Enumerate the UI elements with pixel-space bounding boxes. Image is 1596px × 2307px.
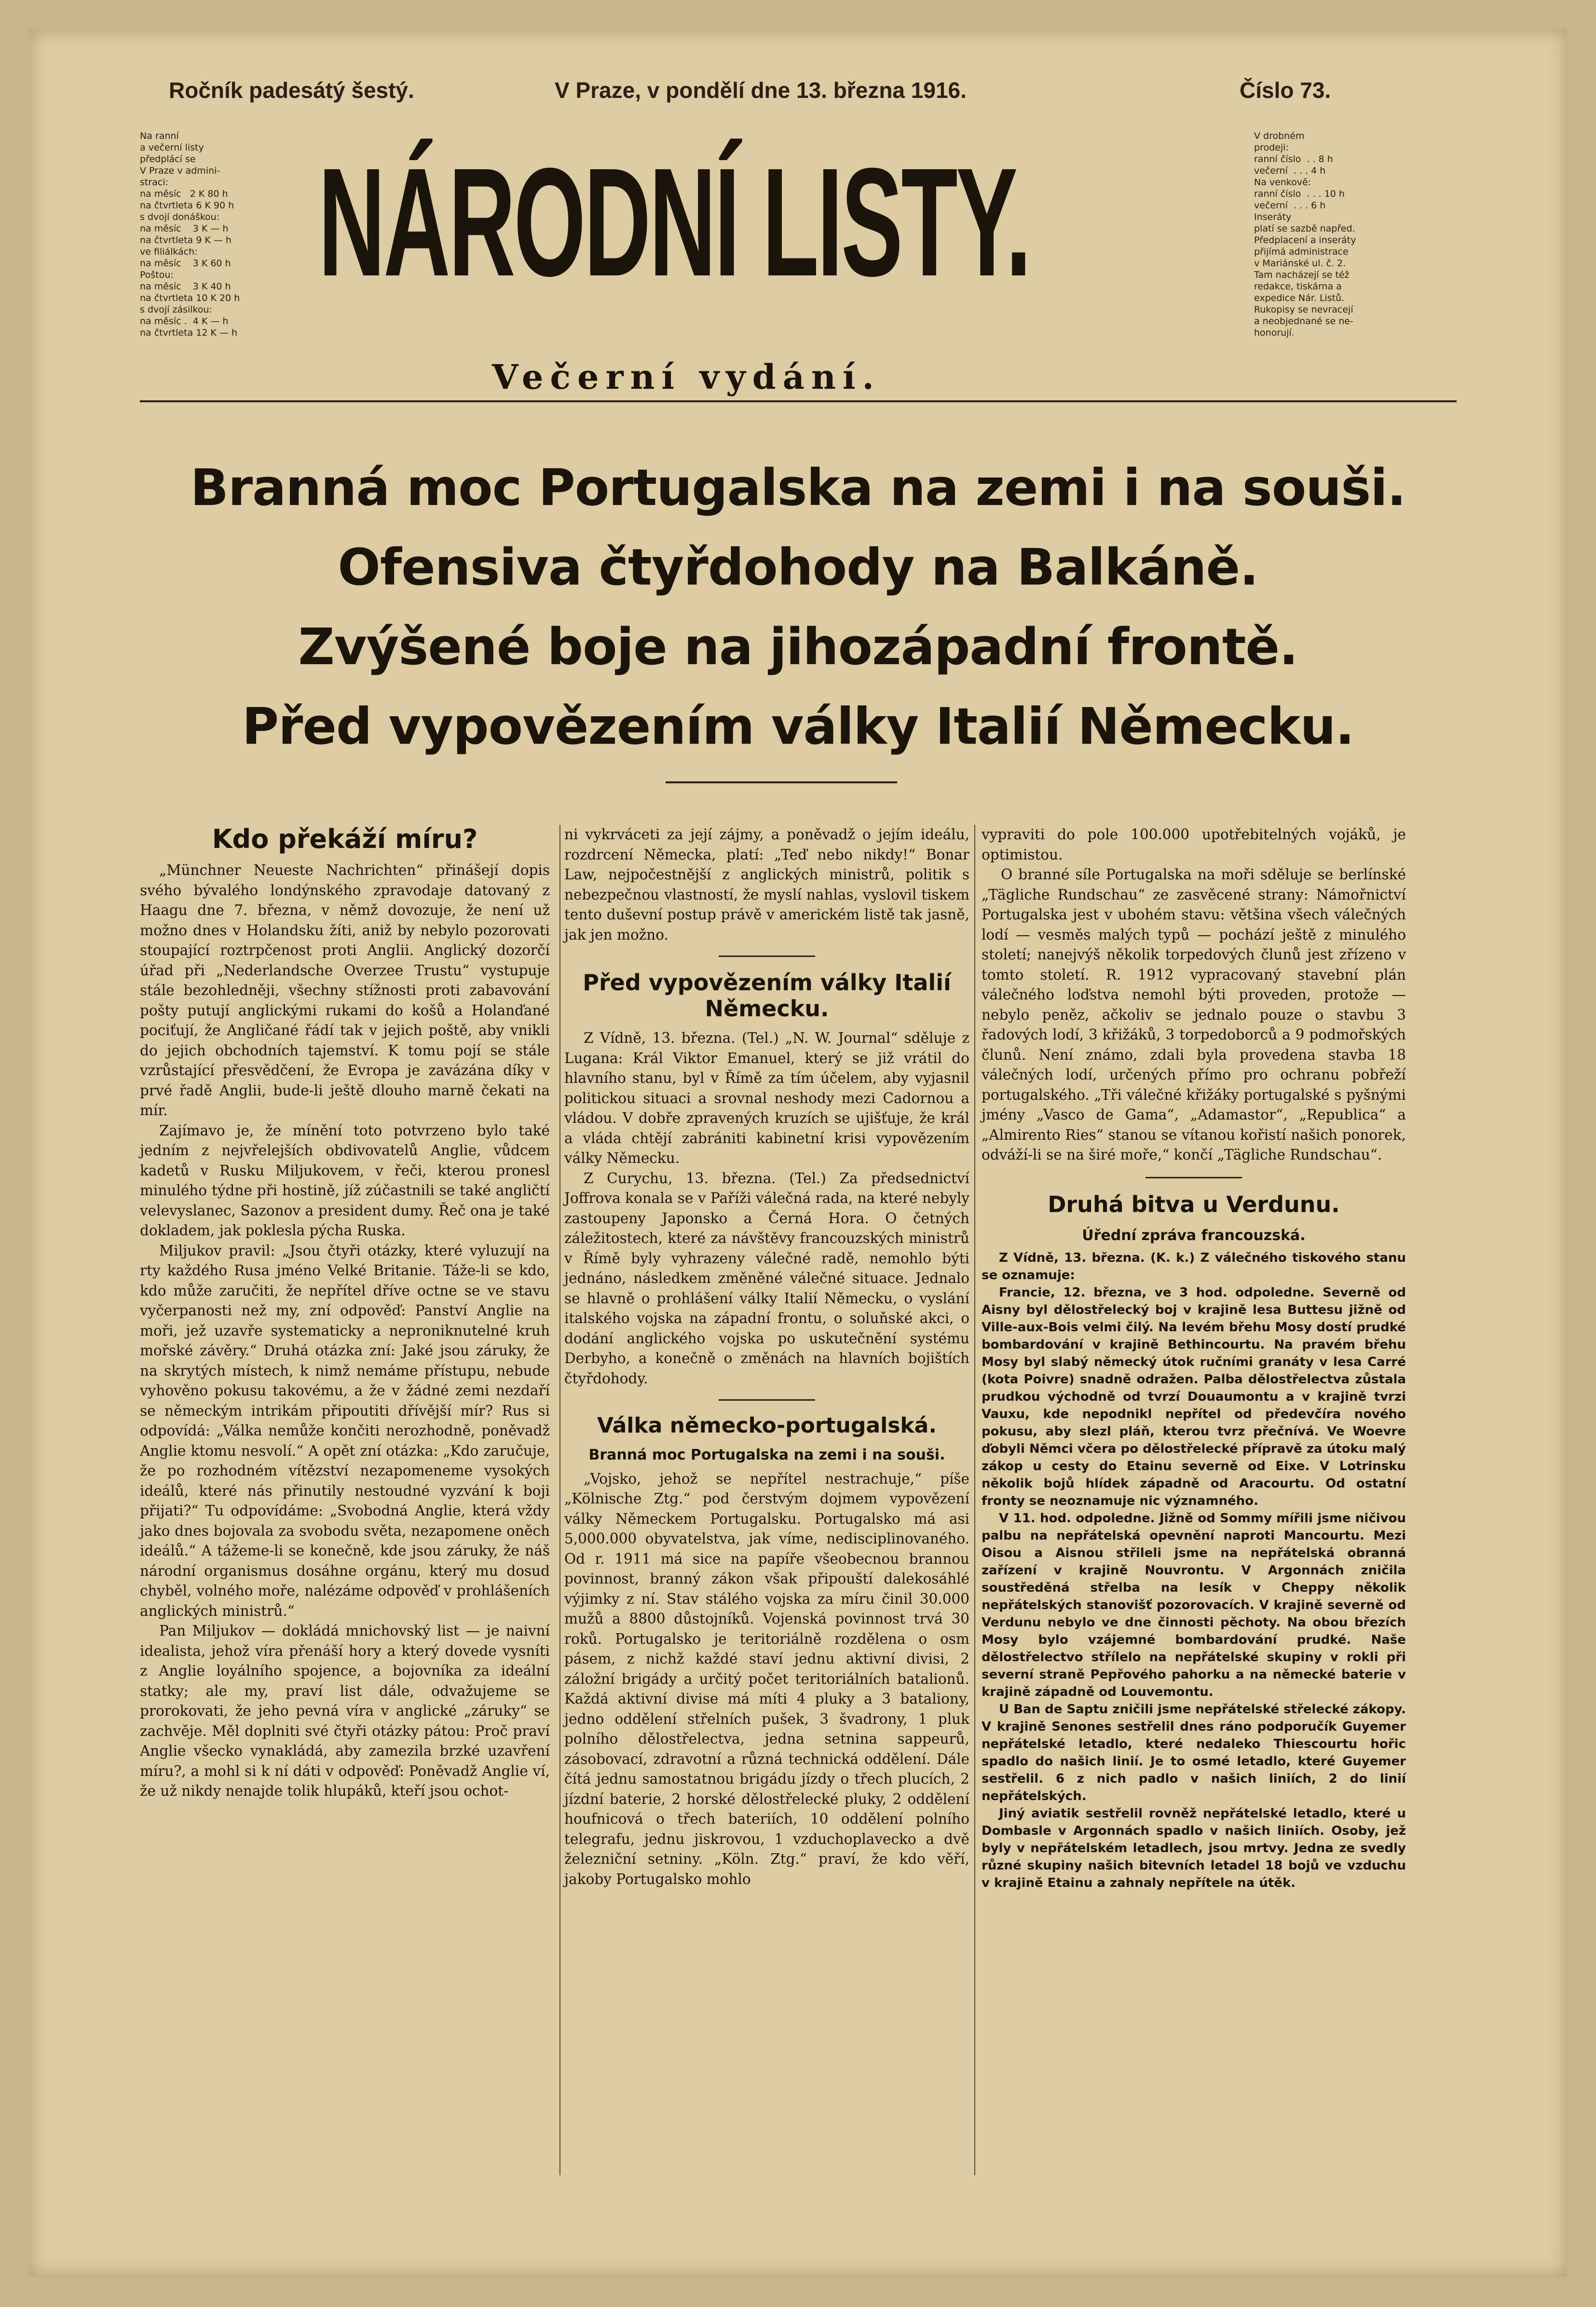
volume-label: Ročník padesátý šestý. <box>169 78 414 103</box>
article-title: Před vypovězením války Italií Německu. <box>583 969 951 1022</box>
section-divider <box>719 1399 815 1401</box>
paragraph: Jiný aviatik sestřelil rovněž nepřátelské letadlo, které u Dombasle v Argonnách spadlo v našich liniích. Osoby, jež byly v nepřátelském letadlech, jsou mrtvy. Jedna ze svedly různé skupiny našich bitevních letadel 18 bojů ve vzduchu v krajině Etainu a zahnaly nepřítele na útěk. <box>982 1806 1406 1890</box>
edition-label: Večerní vydání. <box>492 357 881 397</box>
article-column-1 <box>140 825 550 1802</box>
section-divider <box>719 956 815 957</box>
paragraph: Miljukov pravil: „Jsou čtyři otázky, které vyluzují na rty každého Rusa jméno Velké Britanie. Táže-li se kdo, kdo může zaručiti, že nepřítel dříve octne se ve stavu vyčerpanosti než my, zní odpověď: Panství Anglie na moři, jež uzavře systematicky a neproniknutelné kruh mořské závěry.“ Druhá otázka zní: Jaké jsou záruky, že na skrytých místech, k nimž nemáme přístupu, nebude vyhověno pokusu takovému, a že v žádné zemi nezdaří se německým intrikám připoutiti dřívější mír? Rus si odpovídá: „Válka nemůže končiti nerozhodně, poněvadž Anglie ktomu nesvolí.“ A opět zní otázka: „Kdo zaručuje, že po rozhodném vítězství nezapomeneme vysokých ideálů, které nás přinutily nestoudné vyzvání k boji přijati?“ Tu odpovídáme: „Svobodná Anglie, která vždy jako dnes bojovala za svobodu světa, nezapomene oněch ideálů.“ A tážeme-li se konečně, kde jsou záruky, že náš národní organismus dosáhne orgánu, který mu dosud chyběl, volného moře, nalézáme odpověď v prohlášeních anglických ministrů.“ <box>140 1242 550 1619</box>
paragraph: „Vojsko, jehož se nepřítel nestrachuje,“ píše „Kölnische Ztg.“ pod čerstvým dojmem vypovězení války Německem Portugalsku. Portugalsko má asi 5,000.000 obyvatelstva, jak víme, nedisciplinovaného. Od r. 1911 má sice na papíře všeobecnou brannou povinnost, branný zákon však připouští dalekosáhlé výjimky z ní. Stav stálého vojska za míru činil 30.000 mužů a 8800 důstojníků. Vojenská povinnost trvá 30 roků. Portugalsko je teritoriálně rozdělena o osm pásem, z nichž každé staví jednu aktivní divisi, 2 záložní brigády a určitý počet teritoriálních batalionů. Každá aktivní divise má míti 4 pluky a 3 bataliony, jedno oddělení střelních pušek, 3 švadrony, 1 pluk polního dělostřelectva, jedna setnina sappeurů, zásobovací, zdravotní a různá technická oddělení. Dále čítá jednu samostatnou brigádu jízdy o třech plucích, 2 jízdní baterie, 2 horské dělostřelecké pluky, 2 oddělení houfnicová o třech bateriích, 10 oddělení polního telegrafu, jednu jiskrovou, 1 vzduchoplavecko a dvě železniční setniny. „Köln. Ztg.“ praví, že kdo věří, jakoby Portugalsko mohlo <box>564 1470 969 1887</box>
paragraph: Zajímavo je, že mínění toto potvrzeno bylo také jedním z nejvřelejších obdivovatelů Anglie, vůdcem kadetů v Rusku Miljukovem, v řeči, kterou pronesl minulého týdne při hostině, jíž zúčastnili se také angličtí velevyslanec, Sazonov a president dumy. Řeč ona je také dokladem, jak poklesla pýcha Ruska. <box>140 1122 550 1239</box>
masthead-divider <box>140 400 1457 402</box>
paragraph: Pan Miljukov — dokládá mnichovský list — je naivní idealista, jehož víra přenáší hory a který dovede vysníti z Anglie loyálního spojence, a bojovníka za ideální statky; ale my, praví list dále, odvažujeme se prorokovati, že jeho pevná víra v anglické „záruky“ se zachvěje. Měl doplniti své čtyři otázky pátou: Proč praví Anglie všecko vynakládá, aby zamezila brzké uzavření míru?, a mohl si k ní dáti v odpověď: Poněvadž Anglie ví, že už nikdy nenajde tolik hlupáků, kteří jsou ochot- <box>140 1623 550 1799</box>
article-column-3 <box>982 825 1406 1892</box>
article-title: Válka německo-portugalská. <box>597 1413 937 1438</box>
paragraph: ni vykrváceti za její zájmy, a poněvadž o jejím ideálu, rozdrcení Německa, platí: „Teď nebo nikdy!“ Bonar Law, nejpočestnější z anglických ministrů, politik s nebezpečnou vlastností, že myslí nahlas, vyslovil tiskem tento duševní postup právě v americkém listě tak jasně, jak jen možno. <box>564 826 969 943</box>
column-divider <box>974 825 975 2175</box>
headline-2: Ofensiva čtyřdohody na Balkáně. <box>338 538 1258 597</box>
issue-number: Číslo 73. <box>1240 78 1331 103</box>
headline-divider <box>666 781 897 783</box>
headline-4: Před vypovězením války Italií Německu. <box>242 697 1354 756</box>
section-divider <box>1146 1177 1242 1178</box>
paragraph: vypraviti do pole 100.000 upotřebitelných vojáků, je optimistou. <box>982 826 1406 863</box>
article-subtitle: Branná moc Portugalska na zemi i na souši. <box>588 1447 945 1463</box>
paragraph: „Münchner Neueste Nachrichten“ přinášejí dopis svého bývalého londýnského zpravodaje datovaný z Haagu dne 7. března, v němž dovozuje, že není už možno dnes v Holandsku žíti, aniž by nebylo pozorovati stoupající roztrpčenost proti Anglii. Anglický dozorčí úřad při „Nederlandsche Overzee Trustu“ vystupuje stále bezohledněji, všechny stížnosti proti zabavování pošty putují anglickými rukami do košů a Holanďané pociťují, že Angličané řádí tak v jejich poště, aby vnikli do jejich obchodních tajemství. K tomu pojí se stále vzrůstající přesvědčení, že Evropa je zavázána díky v prvé řadě Anglii, bude-li ještě dlouho marně čekati na mír. <box>140 862 550 1119</box>
paragraph: Z Vídně, 13. března. (Tel.) „N. W. Journal“ sděluje z Lugana: Král Viktor Emanuel, který se již vrátil do hlavního stanu, byl v Římě za tím účelem, aby vyjasnil politickou situaci a srovnal neshody mezi Cadornou a vládou. V dobře zpravených kruzích se ujišťuje, že král a vláda chtějí zabrániti kabinetní krisi vypovězením války Německu. <box>564 1030 969 1166</box>
column-divider <box>559 825 560 2175</box>
paragraph: U Ban de Saptu zničili jsme nepřátelské střelecké zákopy. V krajině Senones sestřelil dnes ráno podporučík Guyemer nepřátelské letadlo, které nedaleko Thiescourtu hořic spadlo do našich linií. Je to osmé letadlo, které Guyemer sestřelil. 6 z nich padlo v našich liniích, 2 do linií nepřátelských. <box>982 1702 1406 1803</box>
paragraph: V 11. hod. odpoledne. Jižně od Sommy mířili jsme ničivou palbu na nepřátelská opevnění naproti Mancourtu. Mezi Oisou a Aisnou střileli jsme na nepřátelská obranná zařízení v krajině Nouvrontu. V Argonnách zničila soustředěná střelba na lesík v Cheppy několik nepřátelských stanovišť pozorovacích. V krajině severně od Verdunu nebylo ve dne činnosti pěchoty. Na obou březích Mosy bylo vzájemné bombardování prudké. Naše dělostřelectvo střílelo na nepřátelské skupiny v rokli při severní straně Pepřového pahorku a na německé baterie v krajině západně od Louvemontu. <box>982 1511 1406 1699</box>
subscription-info: Na ranní a večerní listy předplácí se V Praze v admini- straci: na měsíc 2 K 80 h na čtvrtleta 6 K 90 h s dvojí donáškou: na měsíc 3 K — h na čtvrtleta 9 K — h ve filiálkách: na měsíc 3 K 60 h Poštou: na měsíc 3 K 40 h na čtvrtleta 10 K 20 h s dvojí zásilkou: na měsíc . 4 K — h na čtvrtleta 12 K — h <box>140 131 240 338</box>
paragraph: Z Vídně, 13. března. (K. k.) Z válečného tiskového stanu se oznamuje: <box>982 1251 1406 1283</box>
paragraph: Francie, 12. března, ve 3 hod. odpoledne. Severně od Aisny byl dělostřelecký boj v krajině lesa Buttesu jižně od Ville-aux-Bois velmi čilý. Na levém břehu Mosy dostí prudké bombardování v krajině Bethincourtu. Na pravém břehu Mosy byl slabý německý útok ručními granáty v lesa Carré (kota Poivre) snadně odražen. Palba dělostřelectva zůstala prudkou východně od tvrzí Douaumontu a v krajině tvrzi Vauxu, kde nepodnikl nepřítel od předevčíra nového pokusu, aby slezl pláň, kterou tvrz přečnívá. Ve Woevre ďobyli Němci včera po dělostřelecké přípravě za útoku malý zákop u cesty do Etainu severně od Eixe. V Lotrinsku několik bojů hlídek západně od Aracourtu. Od ostatní fronty se neoznamuje nic významného. <box>982 1285 1406 1508</box>
article-title: Kdo překáží míru? <box>212 824 478 854</box>
newspaper-title: NÁRODNÍ LISTY. <box>318 136 1030 308</box>
price-info: V drobném prodeji: ranní číslo . . 8 h večerní . . . 4 h Na venkově: ranní číslo . . . 10 h večerní . . . 6 h Inseráty platí se sazbě napřed. Předplacení a inseráty přijímá administrace v Mariánské ul. č. 2. Tam nacházejí se též redakce, tiskárna a expedice Nár. Listů. Rukopisy se nevracejí a neobjednané se ne- honorují. <box>1254 131 1356 338</box>
paragraph: O branné síle Portugalska na moři sděluje se berlínské „Tägliche Rundschau“ ze zasvěcené strany: Námořnictví Portugalska jest v ubohém stavu: většina všech válečných lodí — vesměs malých typů — pochází ještě z minulého století; nanejvýš několik torpedových člunů jest zřízeno v tomto století. R. 1912 vypracovaný stavební plán válečného loďstva nemohl býti proveden, protože — nebylo peněz, ačkoliv se jednalo pouze o stavbu 3 řadových lodí, 3 křižáků, 3 torpedoborců a 9 podmořských člunů. Není známo, zdali byla provedena stavba 18 válečných lodí, určených přímo pro ochranu pobřeží portugalského. „Tři válečné křižáky portugalské s pyšnými jmény „Vasco de Gama“, „Adamastor“, „Republica“ a „Almirento Ries“ stanou se vítanou kořistí našich ponorek, odváží-li se na širé moře,“ končí „Tägliche Rundschau“. <box>982 866 1406 1163</box>
headline-1: Branná moc Portugalska na zemi i na souši. <box>190 458 1406 517</box>
article-title: Druhá bitva u Verdunu. <box>1048 1191 1340 1217</box>
newspaper-page <box>29 29 1567 2277</box>
paragraph: Z Curychu, 13. března. (Tel.) Za předsednictví Joffrova konala se v Paříži válečná rada, na které nebyly zastoupeny Japonsko a Černá Hora. O četných záležitostech, které za návštěvy francouzských ministrů v Římě byly vyhrazeny válečné radě, nemohlo býti jednáno, následkem změněné válečné situace. Jednalo se hlavně o prohlášení války Italií Německu, o vyslání italského vojska na západní frontu, o soluňské akci, o dodání anglického vojska po uskutečnění systému Derbyho, a konečně o změnách na hlavních bojištích čtyřdohody. <box>564 1170 969 1387</box>
article-subtitle: Úřední zpráva francouzská. <box>1082 1227 1306 1244</box>
headline-3: Zvýšené boje na jihozápadní frontě. <box>298 617 1298 676</box>
date-line: V Praze, v pondělí dne 13. března 1916. <box>555 78 967 103</box>
article-column-2 <box>564 825 969 1889</box>
